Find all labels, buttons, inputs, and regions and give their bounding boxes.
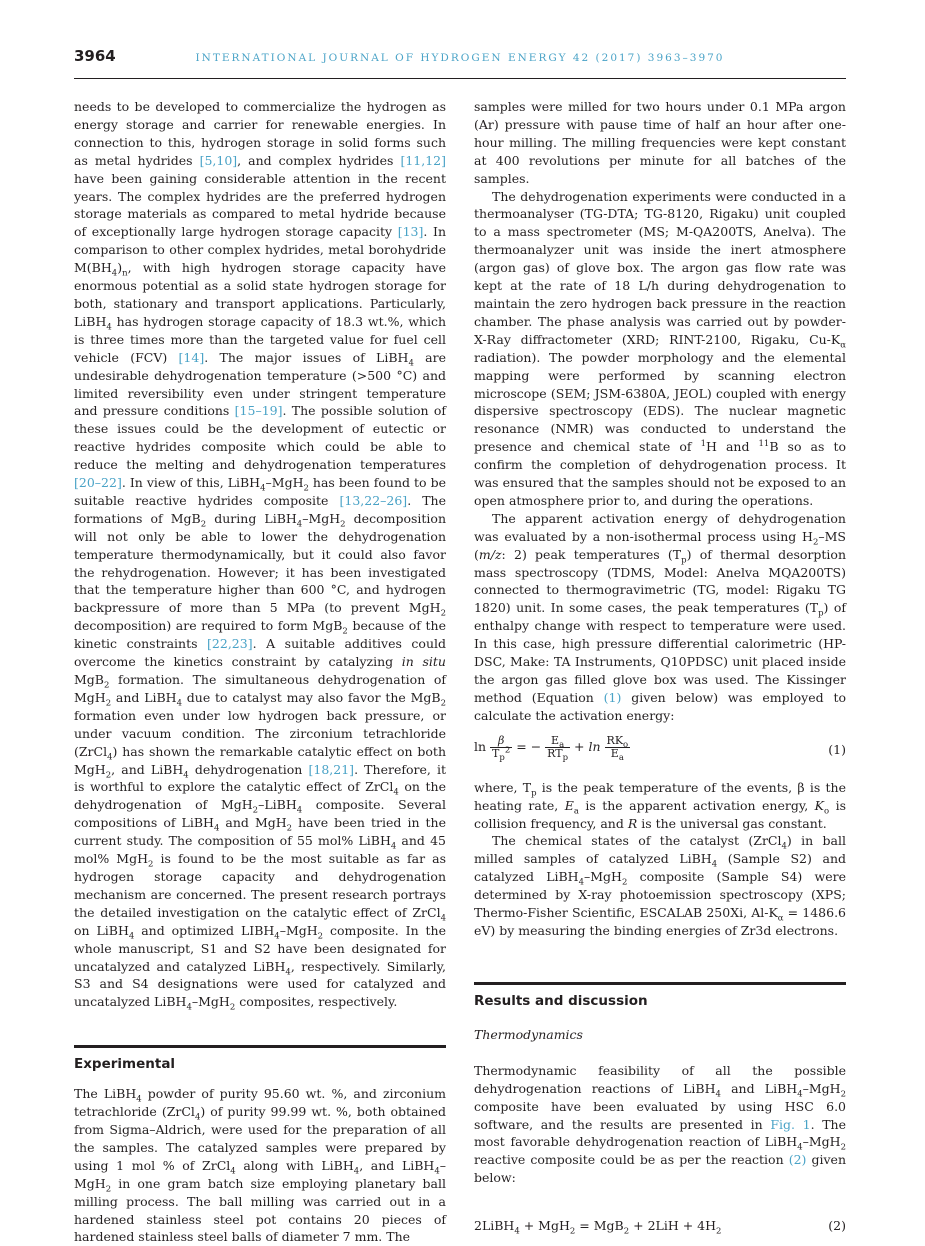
journal-header: INTERNATIONAL JOURNAL OF HYDROGEN ENERGY 42 (2017) 3963–3970: [195, 52, 725, 64]
right-column: [474, 98, 846, 1239]
page-number: 3964: [74, 47, 116, 65]
results-rule: [474, 982, 846, 985]
results-heading: Results and discussion: [474, 992, 648, 1009]
equation-1-number: (1): [828, 741, 846, 757]
left-paragraph-1: needs to be developed to commercialize the hydrogen as energy storage and carrier for renewable energies. In connection to this, hydrogen storage in solid forms such as metal hydrides [5,10], and complex hydrides [11,12] have been gaining considerable attention in the recent years. The complex hydrides are the preferred hydrogen storage materials as compared to metal hydride because of exceptionally large hydrogen storage capacity [13]. In comparison to other complex hydrides, metal borohydride $M(BH_4)_n$, with high hydrogen storage capacity have enormous potential as a solid state hydrogen storage for both, stationary and transport applications. Particularly, LiBH$_4$ has hydrogen storage capacity of 18.3 wt.%, which is three times more than the targeted value for fuel cell vehicle (FCV) [14]. The major issues of LiBH$_4$ are undesirable dehydrogenation temperature (>500 °C) and limited reversibility even under stringent temperature and pressure conditions [15–19]. The possible solution of these issues could be the development of eutectic or reactive hydrides composite which could be able to reduce the melting and dehydrogenation temperatures [20–22]. In view of this, LiBH$_4$–MgH$_2$ has been found to be suitable reactive hydrides composite [13,22–26]. The formations of MgB$_2$ during LiBH$_4$–MgH$_2$ decomposition will not only be able to lower the dehydrogenation temperature thermodynamically, but it could also favor the rehydrogenation. However; it has been investigated that the temperature higher than 600 °C, and hydrogen backpressure of more than 5 MPa (to prevent MgH$_2$ decomposition) are required to form MgB$_2$ because of the kinetic constraints [22,23]. A suitable additives could overcome the kinetics constraint by catalyzing in situ MgB$_2$ formation. The simultaneous dehydrogenation of MgH$_2$ and LiBH$_4$ due to catalyst may also favor the MgB$_2$ formation even under low hydrogen back pressure, or under vacuum condition. The zirconium tetrachloride (ZrCl$_4$) has shown the remarkable catalytic effect on both MgH$_2$, and LiBH$_4$ dehydrogenation [18,21]. Therefore, it is worthful to explore the catalytic effect of ZrCl$_4$ on the dehydrogenation of MgH$_2$–LiBH$_4$ composite. Several compositions of LiBH$_4$ and MgH$_2$ have been tried in the current study. The composition of 55 mol% LiBH$_4$ and 45 mol% MgH$_2$ is found to be the most suitable as far as hydrogen storage capacity and dehydrogenation mechanism are concerned. The present research portrays the detailed investigation on the catalytic effect of ZrCl$_4$ on LiBH$_4$ and optimized $LIBH_4-MgH_2$ composite. In the whole manuscript, S1 and S2 have been designated for uncatalyzed and catalyzed LiBH$_4$, respectively. Similarly, S3 and S4 designations were used for catalyzed and uncatalyzed LiBH$_4$–MgH$_2$ composites, respectively.: [74, 99, 447, 1013]
experimental-rule: [74, 1045, 446, 1048]
right-paragraph-6: Thermodynamic feasibility of all the possible dehydrogenation reactions of LiBH$_4$ and LiBH$_4$–MgH$_2$ composite have been evaluated by using HSC 6.0 software, and the results are presented in Fig. 1. The most favorable dehydrogenation reaction of LiBH$_4$–MgH$_2$ reactive composite could be as per the reaction (2) given below:: [474, 1062, 847, 1186]
right-paragraph-1: samples were milled for two hours under 0.1 MPa argon (Ar) pressure with pause time of half an hour after one-hour milling. The milling frequencies were kept constant at 400 revolutions per minute for all batches of the samples.: [474, 99, 846, 186]
equation-2: [474, 1217, 846, 1239]
right-paragraph-5: The chemical states of the catalyst (ZrCl$_4$) in ball milled samples of catalyzed LiBH$_4$ (Sample S2) and catalyzed LiBH$_4$–MgH$_2$ composite (Sample S4) were determined by X-ray photoemission spectroscopy (XPS; Thermo-Fisher Scientific, ESCALAB 250Xi, $Al-K_\alpha = 1486.6$ eV) by measuring the binding energies of Zr3d electrons.: [474, 833, 846, 938]
right-paragraph-4: where, $T_p$ is the peak temperature of the events, β is the heating rate, $E_a$ is the apparent activation energy, $K_o$ is collision frequency, and R is the universal gas constant.: [474, 779, 846, 831]
header-rule: [74, 78, 846, 79]
left-paragraph-2: The LiBH$_4$ powder of purity 95.60 wt. %, and zirconium tetrachloride (ZrCl$_4$) of purity 99.99 wt. %, both obtained from Sigma–Aldrich, were used for the preparation of all the samples. The catalyzed samples were prepared by using 1 mol % of ZrCl$_4$ along with LiBH$_4$, and LiBH$_4$–MgH$_2$ in one gram batch size employing planetary ball milling process. The ball milling was carried out in a hardened stainless steel pot contains 20 pieces of hardened stainless steel balls of diameter 7 mm. The: [74, 1086, 447, 1245]
left-column: [74, 98, 446, 1246]
equation-2-text: 2LiBH$_4$ + $MgH_2 = MgB_2 + 2LiH + 4H_2$: [474, 1218, 722, 1237]
equation-2-number: (2): [828, 1218, 846, 1234]
equation-1: ln $\frac{\beta}{T_p^2}$ = − $\frac{E_a}{RT_p}$ + ln $\frac{RK_o}{E_a}$ (1): [474, 733, 846, 763]
right-paragraph-2: The dehydrogenation experiments were conducted in a thermoanalyser (TG-DTA; TG-8120, Rigaku) unit coupled to a mass spectrometer (MS; M-QA200TS, Anelva). The thermoanalyzer unit was inside the inert atmosphere (argon gas) of glove box. The argon gas flow rate was kept at the rate of 18 L/h during dehydrogenation to maintain the zero hydrogen back pressure in the reaction chamber. The phase analysis was carried out by powder-X-Ray diffractometer (XRD; RINT-2100, Rigaku, $Cu-K_\alpha$ radiation). The powder morphology and the elemental mapping were performed by scanning electron microscope (SEM; JSM-6380A, JEOL) coupled with energy dispersive spectroscopy (EDS). The nuclear magnetic resonance (NMR) was conducted to understand the presence and chemical state of $^1$H and $^{11}$B so as to confirm the completion of dehydrogenation process. It was ensured that the samples should not be exposed to an open atmosphere prior to, and during the operations.: [474, 188, 846, 508]
right-paragraph-3: The apparent activation energy of dehydrogenation was evaluated by a non-isothermal process using $H_2-MS$ (m/z: 2) peak temperatures $(T_p)$ of thermal desorption mass spectroscopy (TDMS, Model: Anelva MQA200TS) connected to thermogravimetric (TG, model: Rigaku TG 1820) unit. In some cases, the peak temperatures $(T_p)$ of enthalpy change with respect to temperature were used. In this case, high pressure differential calorimetric (HP-DSC, Make: TA Instruments, Q10PDSC) unit placed inside the argon gas filled glove box was used. The Kissinger method (Equation (1) given below) was employed to calculate the activation energy:: [474, 510, 846, 723]
thermodynamics-heading: Thermodynamics: [474, 1026, 583, 1042]
experimental-heading: Experimental: [74, 1056, 176, 1073]
